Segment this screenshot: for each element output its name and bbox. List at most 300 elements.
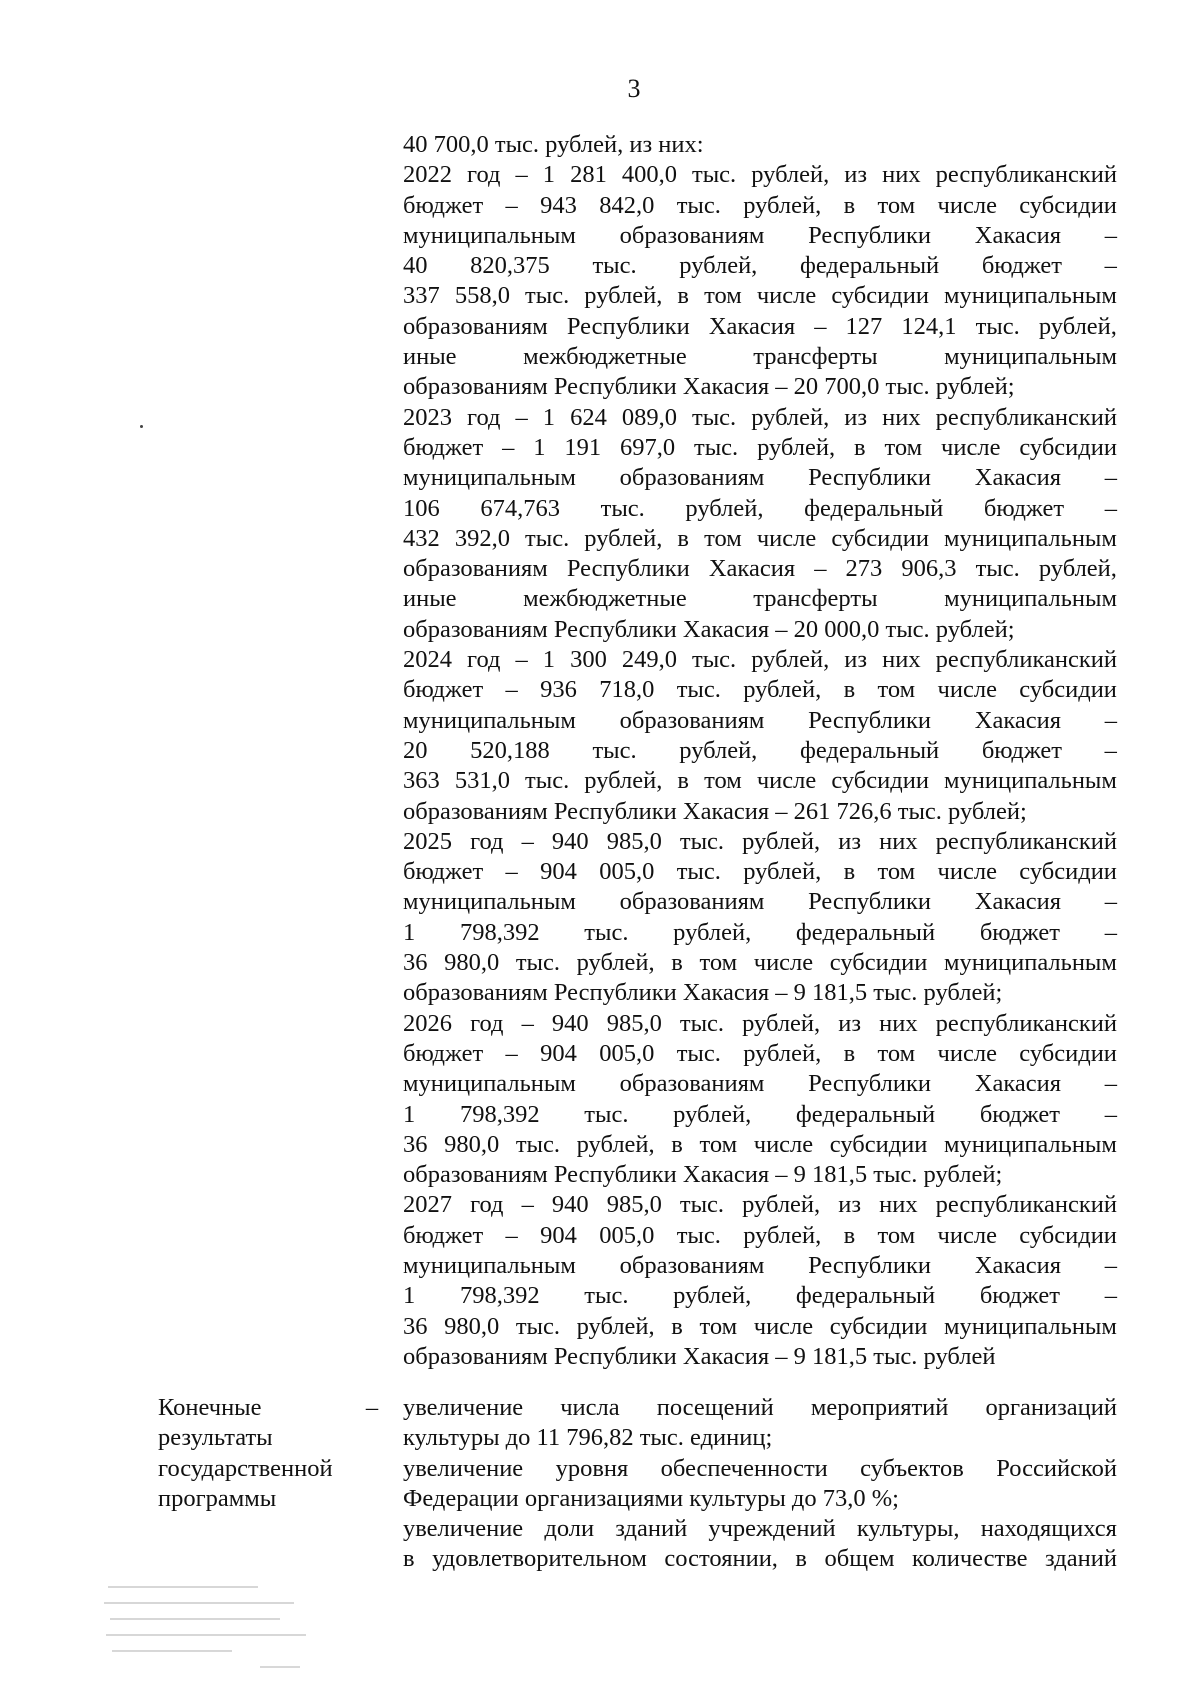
word: организаций: [985, 1394, 1117, 1421]
word: рублей,: [742, 827, 821, 855]
word: республиканский: [935, 1191, 1117, 1219]
word: 106: [403, 494, 440, 522]
word: 127: [845, 312, 883, 340]
word: них: [882, 403, 921, 431]
word: тыс.: [515, 1312, 561, 1340]
word: образованиям: [403, 555, 548, 583]
word: межбюджетные: [523, 343, 687, 371]
word: 363: [403, 767, 440, 795]
word: тыс.: [584, 1100, 629, 1128]
word: тыс.: [525, 524, 570, 552]
text-line: [403, 675, 1117, 705]
word: посещений: [656, 1394, 774, 1421]
word: –: [1104, 736, 1117, 764]
word: 2026: [403, 1009, 452, 1037]
word: тыс.: [592, 736, 637, 764]
text-line: [403, 766, 1117, 796]
word: 1: [542, 646, 556, 674]
word: числе: [756, 524, 817, 552]
word: 531,0: [454, 767, 510, 795]
text-line: [403, 1312, 1117, 1342]
word: в: [854, 433, 866, 461]
word: рублей,: [751, 161, 830, 189]
text-line: [403, 403, 1117, 433]
word: числе: [937, 191, 997, 219]
word: рублей,: [743, 1221, 822, 1249]
results-text-block: [403, 1393, 1117, 1575]
word: бюджет: [403, 1039, 484, 1067]
word: из: [844, 161, 868, 189]
word: них: [879, 827, 918, 855]
word: увеличение: [403, 1394, 524, 1421]
word: образованиям: [619, 888, 765, 916]
word: тыс.: [592, 252, 637, 280]
word: Хакасия: [974, 1251, 1061, 1279]
word: находящихся: [980, 1515, 1117, 1543]
word: том: [704, 282, 742, 310]
word: образованиям: [619, 221, 765, 249]
label-line: государственной: [158, 1454, 333, 1482]
word: субсидии: [1019, 433, 1117, 461]
word: 1: [403, 918, 416, 946]
word: тыс.: [676, 858, 721, 886]
word: 798,392: [459, 1100, 540, 1128]
word: рублей,: [679, 252, 758, 280]
word: муниципальным: [403, 888, 576, 916]
word: из: [838, 1191, 862, 1219]
word: –: [1104, 888, 1117, 916]
word: рублей,: [743, 1039, 822, 1067]
word: в: [671, 1312, 683, 1340]
word: 940: [551, 1009, 589, 1037]
label-line: Конечные: [158, 1394, 262, 1421]
word: из: [844, 403, 868, 431]
word: 904: [540, 858, 577, 886]
text-line: [403, 1221, 1117, 1251]
word: 281: [570, 161, 607, 189]
word: в: [403, 1545, 415, 1573]
word: субсидии: [1019, 858, 1117, 886]
word: 520,188: [470, 736, 550, 764]
word: –: [1104, 1100, 1117, 1128]
word: них: [879, 1009, 918, 1037]
word: 940: [551, 827, 589, 855]
word: бюджет: [403, 1221, 484, 1249]
word: образованиям: [619, 1251, 765, 1279]
word: год: [470, 1191, 504, 1219]
word: 1: [403, 1100, 416, 1128]
word: бюджет: [403, 433, 484, 461]
word: 985,0: [606, 1191, 662, 1219]
word: рублей,: [757, 433, 836, 461]
word: –: [505, 1221, 518, 1249]
word: 36: [403, 1312, 428, 1340]
word: них: [882, 161, 921, 189]
word: том: [699, 1312, 738, 1340]
word: 674,763: [480, 494, 560, 522]
word: Республики: [808, 221, 932, 249]
word: федеральный: [795, 1100, 936, 1128]
word: –: [521, 1009, 534, 1037]
word: год: [470, 827, 504, 855]
text-line: [403, 706, 1117, 736]
word: –: [1104, 706, 1117, 734]
faded-stamp: [100, 1580, 320, 1680]
word: 2023: [403, 403, 452, 431]
word: тыс.: [584, 918, 629, 946]
text-line: [403, 857, 1117, 887]
word: –: [505, 676, 518, 704]
word: –: [515, 646, 528, 674]
word: 985,0: [606, 827, 662, 855]
text-line: [403, 736, 1117, 766]
word: состоянии,: [664, 1545, 778, 1573]
word: в: [671, 1130, 683, 1158]
word: том: [877, 1221, 916, 1249]
word: Хакасия: [974, 1070, 1061, 1098]
text-line: [403, 1514, 1117, 1544]
word: 36: [403, 949, 428, 977]
word: муниципальным: [944, 585, 1117, 613]
word: рублей,: [1038, 555, 1117, 583]
word: тыс.: [692, 646, 737, 674]
word: рублей,: [685, 494, 764, 522]
text-line: Федерации организациями культуры до 73,0 %;: [403, 1484, 899, 1512]
word: 943: [540, 191, 577, 219]
word: доли: [544, 1515, 595, 1543]
word: тыс.: [694, 433, 739, 461]
word: рублей,: [743, 191, 822, 219]
word: 2025: [403, 827, 452, 855]
word: образованиям: [619, 706, 765, 734]
word: тыс.: [679, 1191, 725, 1219]
word: муниципальным: [403, 1070, 576, 1098]
word: в: [843, 676, 856, 704]
text-line: [403, 1281, 1117, 1311]
word: числе: [937, 1221, 997, 1249]
word: из: [844, 646, 868, 674]
text-line: образованиям Республики Хакасия – 9 181,5 тыс. рублей;: [403, 1161, 1003, 1189]
word: рублей,: [679, 736, 758, 764]
word: зданий: [1045, 1545, 1117, 1573]
word: рублей,: [584, 282, 663, 310]
word: рублей,: [673, 918, 752, 946]
word: федеральный: [804, 494, 944, 522]
word: 005,0: [599, 1221, 655, 1249]
word: федеральный: [795, 1282, 936, 1310]
text-line: [403, 1039, 1117, 1069]
word: том: [877, 858, 916, 886]
word: Российской: [996, 1454, 1117, 1482]
word: –: [1104, 1070, 1117, 1098]
word: рублей,: [576, 1312, 655, 1340]
word: –: [521, 1191, 534, 1219]
word: 1: [542, 403, 556, 431]
word: рублей,: [673, 1100, 752, 1128]
word: том: [877, 1039, 916, 1067]
word: 980,0: [444, 1130, 500, 1158]
word: в: [843, 858, 856, 886]
word: 249,0: [621, 646, 677, 674]
word: 906,3: [901, 555, 957, 583]
word: 798,392: [459, 918, 540, 946]
word: в: [677, 282, 689, 310]
word: 2024: [403, 646, 452, 674]
text-line: [403, 1454, 1117, 1484]
word: субсидии: [1019, 676, 1117, 704]
text-line: [403, 1393, 1117, 1423]
text-line: [403, 1544, 1117, 1574]
word: –: [1104, 494, 1117, 522]
word: муниципальным: [403, 464, 576, 492]
text-line: образованиям Республики Хакасия – 9 181,5 тыс. рублей;: [403, 979, 1003, 1007]
word: Хакасия: [974, 464, 1061, 492]
word: образованиям: [619, 1070, 765, 1098]
word: иные: [403, 343, 457, 371]
word: 904: [540, 1039, 577, 1067]
word: –: [1104, 1282, 1117, 1310]
word: Хакасия: [974, 706, 1061, 734]
text-line: [403, 1069, 1117, 1099]
text-line: [403, 554, 1117, 584]
word: –: [505, 1039, 518, 1067]
word: субъектов: [860, 1454, 964, 1482]
word: Республики: [566, 312, 690, 340]
word: Хакасия: [708, 555, 796, 583]
word: числе: [753, 1130, 814, 1158]
word: рублей,: [1038, 312, 1117, 340]
word: удовлетворительном: [432, 1545, 647, 1573]
word: рублей,: [742, 1191, 821, 1219]
word: –: [505, 191, 518, 219]
word: тыс.: [975, 555, 1020, 583]
word: рублей,: [584, 524, 663, 552]
word: 392,0: [454, 524, 510, 552]
text-line: [403, 191, 1117, 221]
text-line: образованиям Республики Хакасия – 20 700,0 тыс. рублей;: [403, 373, 1015, 401]
word: 1: [542, 161, 556, 189]
word: 980,0: [444, 1312, 500, 1340]
text-line: [403, 918, 1117, 948]
word: иные: [403, 585, 457, 613]
text-line: [403, 221, 1117, 251]
text-line: [403, 251, 1117, 281]
word: 273: [845, 555, 883, 583]
word: рублей,: [751, 403, 830, 431]
word: рублей,: [743, 858, 822, 886]
word: 191: [564, 433, 602, 461]
word: бюджет: [403, 191, 484, 219]
word: 842,0: [599, 191, 655, 219]
text-line: культуры до 11 796,82 тыс. единиц;: [403, 1424, 773, 1452]
word: тыс.: [584, 1282, 629, 1310]
word: муниципальным: [403, 1251, 576, 1279]
word: зданий: [615, 1515, 688, 1543]
word: 005,0: [599, 858, 655, 886]
word: тыс.: [676, 191, 721, 219]
text-line: [403, 342, 1117, 372]
word: в: [843, 191, 856, 219]
word: 005,0: [599, 1039, 655, 1067]
word: муниципальным: [944, 949, 1117, 977]
word: 124,1: [901, 312, 957, 340]
word: 940: [551, 1191, 589, 1219]
word: в: [677, 524, 689, 552]
word: в: [795, 1545, 807, 1573]
word: –: [505, 858, 518, 886]
word: из: [838, 827, 862, 855]
word: республиканский: [935, 827, 1117, 855]
word: муниципальным: [944, 343, 1117, 371]
word: субсидии: [1019, 1221, 1117, 1249]
word: в: [843, 1039, 856, 1067]
word: Республики: [566, 555, 690, 583]
word: –: [814, 555, 827, 583]
word: том: [884, 433, 923, 461]
word: межбюджетные: [523, 585, 687, 613]
text-line: [403, 281, 1117, 311]
word: 337: [403, 282, 440, 310]
word: республиканский: [935, 646, 1117, 674]
word: 40: [403, 252, 428, 280]
text-line: 40 700,0 тыс. рублей, из них:: [403, 131, 704, 158]
word: –: [814, 312, 827, 340]
word: муниципальным: [944, 282, 1117, 310]
word: числе: [937, 858, 997, 886]
word: бюджет: [979, 1282, 1060, 1310]
word: бюджет: [979, 918, 1060, 946]
word: субсидии: [829, 1312, 928, 1340]
word: год: [467, 403, 501, 431]
word: республиканский: [935, 403, 1117, 431]
word: Республики: [808, 706, 932, 734]
word: –: [502, 433, 515, 461]
word: них: [879, 1191, 918, 1219]
word: том: [699, 1130, 738, 1158]
word: увеличение: [403, 1454, 524, 1482]
word: том: [877, 191, 916, 219]
word: 1: [403, 1282, 416, 1310]
word: числе: [756, 282, 817, 310]
word: субсидии: [831, 524, 929, 552]
word: тыс.: [676, 1039, 721, 1067]
word: рублей,: [673, 1282, 752, 1310]
word: муниципальным: [944, 767, 1117, 795]
word: том: [877, 676, 916, 704]
word: них: [882, 646, 921, 674]
word: муниципальным: [944, 1130, 1117, 1158]
word: 980,0: [444, 949, 500, 977]
word: числа: [560, 1394, 620, 1421]
word: субсидии: [1019, 191, 1117, 219]
word: в: [671, 949, 683, 977]
word: числе: [756, 767, 817, 795]
word: 300: [570, 646, 607, 674]
word: учреждений: [708, 1515, 836, 1543]
text-line: образованиям Республики Хакасия – 20 000,0 тыс. рублей;: [403, 615, 1015, 643]
word: 089,0: [621, 403, 677, 431]
word: 36: [403, 1130, 428, 1158]
word: –: [1104, 252, 1117, 280]
word: тыс.: [679, 827, 725, 855]
text-line: [403, 312, 1117, 342]
word: Республики: [808, 1251, 932, 1279]
word: тыс.: [525, 282, 570, 310]
text-line: [403, 463, 1117, 493]
text-line: [403, 160, 1117, 190]
word: –: [1104, 464, 1117, 492]
word: рублей,: [576, 1130, 655, 1158]
scan-speck: [140, 425, 143, 428]
word: числе: [937, 1039, 997, 1067]
word: тыс.: [600, 494, 645, 522]
word: бюджет: [979, 1100, 1060, 1128]
word: том: [704, 524, 742, 552]
word: 400,0: [621, 161, 677, 189]
word: Республики: [808, 1070, 932, 1098]
word: рублей,: [584, 767, 663, 795]
word: рублей,: [576, 949, 655, 977]
label-line: результаты: [158, 1424, 273, 1452]
text-line: [403, 1251, 1117, 1281]
word: тыс.: [692, 161, 737, 189]
word: количестве: [911, 1545, 1028, 1573]
word: тыс.: [679, 1009, 725, 1037]
word: 558,0: [454, 282, 510, 310]
word: бюджет: [981, 252, 1063, 280]
word: тыс.: [692, 403, 737, 431]
word: субсидии: [831, 767, 929, 795]
word: тыс.: [515, 949, 561, 977]
results-dash: –: [365, 1394, 379, 1421]
word: муниципальным: [403, 706, 576, 734]
text-line: [403, 433, 1117, 463]
label-line: программы: [158, 1484, 277, 1512]
word: 1: [533, 433, 546, 461]
word: Республики: [808, 464, 932, 492]
word: –: [515, 161, 528, 189]
word: 624: [570, 403, 607, 431]
word: Хакасия: [974, 221, 1061, 249]
word: том: [699, 949, 738, 977]
word: 904: [540, 1221, 577, 1249]
word: –: [1104, 918, 1117, 946]
word: мероприятий: [810, 1394, 949, 1421]
word: бюджет: [403, 858, 484, 886]
word: –: [1104, 221, 1117, 249]
word: федеральный: [795, 918, 936, 946]
text-line: [403, 524, 1117, 554]
word: образованиям: [403, 312, 548, 340]
text-line: [403, 1100, 1117, 1130]
word: Хакасия: [708, 312, 796, 340]
word: обеспеченности: [660, 1454, 828, 1482]
word: федеральный: [799, 252, 940, 280]
word: бюджет: [983, 494, 1065, 522]
word: уровня: [555, 1454, 629, 1482]
word: трансферты: [753, 343, 878, 371]
word: 2022: [403, 161, 452, 189]
word: муниципальным: [944, 1312, 1117, 1340]
word: –: [1104, 1251, 1117, 1279]
word: образованиям: [619, 464, 765, 492]
word: том: [704, 767, 742, 795]
results-label: [158, 1393, 378, 1514]
word: республиканский: [935, 161, 1117, 189]
word: рублей,: [751, 646, 830, 674]
word: субсидии: [829, 949, 928, 977]
word: тыс.: [515, 1130, 561, 1158]
